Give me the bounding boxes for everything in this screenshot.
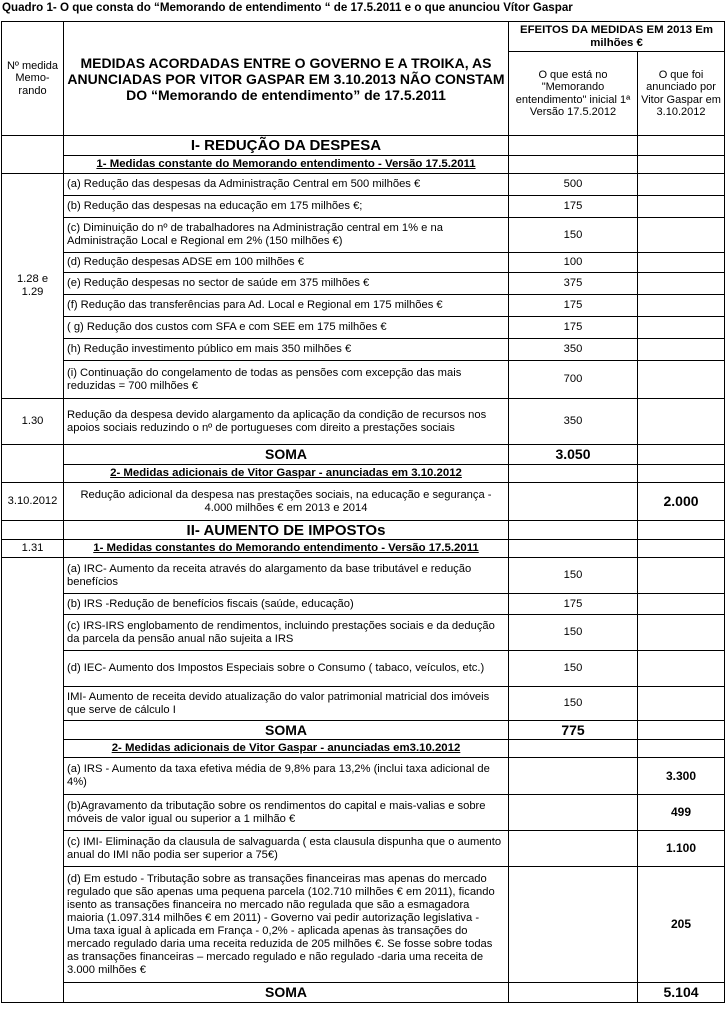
blank-cell (2, 615, 64, 651)
measure-text: (d) Em estudo - Tributação sobre as transações financeiras mas apenas do mercado regulado que são apenas uma pequena parcela (102.710 milhões € em 2011), ficando isento as transações financeira no mercado não regulada que são a esmagadora maioria (1.097.314 milhões € em 2011) - Governo vai pedir autorização legislativa - Uma taxa igual à aplicada em França - 0,2% - aplicada apenas às transações do mercado regulado daria uma receita reduzida de 205 milhões €. Se fosse sobre todas as transações financeiras – mercado regulado e não regulado -daria uma receita de 3.000 milhões € (64, 867, 509, 983)
blank-cell (2, 445, 64, 465)
memorando-value (509, 758, 638, 795)
gaspar-value (638, 361, 725, 399)
section-title-impostos: II- AUMENTO DE IMPOSTOs (64, 521, 509, 540)
blank-cell (638, 465, 725, 483)
blank-cell (2, 983, 64, 1003)
memorando-value (509, 795, 638, 831)
blank-cell (509, 983, 638, 1003)
blank-cell (638, 445, 725, 465)
memorando-value: 150 (509, 687, 638, 721)
memorando-value: 150 (509, 615, 638, 651)
blank-cell (2, 521, 64, 540)
blank-cell (509, 136, 638, 156)
memorando-value: 500 (509, 174, 638, 196)
memorando-value: 100 (509, 253, 638, 273)
gaspar-value (638, 339, 725, 361)
section-title-despesa: I- REDUÇÃO DA DESPESA (64, 136, 509, 156)
measure-text: (b) Redução das despesas na educação em 175 milhões €; (64, 196, 509, 218)
soma-label: SOMA (64, 445, 509, 465)
blank-cell (638, 540, 725, 558)
blank-cell (2, 831, 64, 867)
gaspar-value (638, 196, 725, 218)
gaspar-value (638, 273, 725, 295)
measure-text: (b)Agravamento da tributação sobre os rendimentos do capital e mais-valias e sobre móveis de valor igual ou superior a 1 milhão € (64, 795, 509, 831)
blank-cell (2, 758, 64, 795)
gaspar-value (638, 317, 725, 339)
gaspar-value: 1.100 (638, 831, 725, 867)
memorando-value: 375 (509, 273, 638, 295)
header-col-gaspar: O que foi anunciado por Vitor Gaspar em 3.10.2012 (638, 52, 725, 136)
measure-text: (a) IRC- Aumento da receita através do alargamento da base tributável e redução benefícios (64, 558, 509, 594)
gaspar-value (638, 174, 725, 196)
blank-cell (2, 651, 64, 687)
gaspar-value (638, 218, 725, 253)
gaspar-value (638, 295, 725, 317)
subsection-memorando: 1- Medidas constante do Memorando entendimento - Versão 17.5.2011 (64, 156, 509, 174)
measure-text: (c) IRS-IRS englobamento de rendimentos, incluindo prestações sociais e da dedução da parcela da pensão anual não sujeita a IRS (64, 615, 509, 651)
blank-cell (638, 156, 725, 174)
memorando-value: 700 (509, 361, 638, 399)
gaspar-value (638, 399, 725, 445)
page-title: Quadro 1- O que consta do “Memorando de entendimento “ de 17.5.2011 e o que anunciou Vítor Gaspar (2, 1, 573, 14)
blank-cell (509, 740, 638, 758)
gaspar-value (638, 615, 725, 651)
measure-text: (f) Redução das transferências para Ad. Local e Regional em 175 milhões € (64, 295, 509, 317)
gaspar-value (638, 687, 725, 721)
memorando-value: 175 (509, 295, 638, 317)
measure-text: (c) Diminuição do nº de trabalhadores na Administração central em 1% e na Administração Local e Regional em 2% (150 milhões €) (64, 218, 509, 253)
measures-table (1, 21, 725, 1003)
medida-number: 3.10.2012 (2, 483, 64, 521)
blank-cell (2, 795, 64, 831)
soma-label: SOMA (64, 721, 509, 740)
subsection-memorando: 1- Medidas constantes do Memorando entendimento - Versão 17.5.2011 (64, 540, 509, 558)
soma-value: 775 (509, 721, 638, 740)
header-medidas: MEDIDAS ACORDADAS ENTRE O GOVERNO E A TROIKA, AS ANUNCIADAS POR VITOR GASPAR EM 3.10.2013 NÃO CONSTAM DO “Memorando de entendimento” de 17.5.2011 (64, 22, 509, 136)
memorando-value: 150 (509, 558, 638, 594)
blank-cell (2, 867, 64, 983)
measure-text: Redução da despesa devido alargamento da aplicação da condição de recursos nos apoios sociais reduzindo o nº de portugueses com direito a prestações sociais (64, 399, 509, 445)
memorando-value: 350 (509, 339, 638, 361)
memorando-value: 175 (509, 317, 638, 339)
soma-value: 5.104 (638, 983, 725, 1003)
blank-cell (2, 558, 64, 594)
measure-text: (i) Continuação do congelamento de todas as pensões com excepção das mais reduzidas = 700 milhões € (64, 361, 509, 399)
memorando-value: 150 (509, 651, 638, 687)
subsection-gaspar: 2- Medidas adicionais de Vitor Gaspar - anunciadas em3.10.2012 (64, 740, 509, 758)
measure-text: ( g) Redução dos custos com SFA e com SEE em 175 milhões € (64, 317, 509, 339)
blank-cell (2, 136, 64, 156)
memorando-value: 175 (509, 196, 638, 218)
measure-text: (d) IEC- Aumento dos Impostos Especiais sobre o Consumo ( tabaco, veículos, etc.) (64, 651, 509, 687)
memorando-value: 175 (509, 594, 638, 615)
measure-text: (a) IRS - Aumento da taxa efetiva média de 9,8% para 13,2% (inclui taxa adicional de 4%) (64, 758, 509, 795)
soma-value: 3.050 (509, 445, 638, 465)
memorando-value: 350 (509, 399, 638, 445)
medida-number: 1.28 e 1.29 (2, 174, 64, 399)
gaspar-value (638, 594, 725, 615)
blank-cell (2, 740, 64, 758)
blank-cell (638, 521, 725, 540)
memorando-value (509, 831, 638, 867)
blank-cell (509, 156, 638, 174)
memorando-value (509, 867, 638, 983)
medida-number: 1.30 (2, 399, 64, 445)
gaspar-value (638, 651, 725, 687)
blank-cell (2, 156, 64, 174)
gaspar-value: 499 (638, 795, 725, 831)
measure-text: (c) IMI- Eliminação da clausula de salvaguarda ( esta clausula dispunha que o aumento anual do IMI não podia ser superior a 75€) (64, 831, 509, 867)
measure-text: IMI- Aumento de receita devido atualização do valor patrimonial matricial dos imóveis que serve de cálculo I (64, 687, 509, 721)
blank-cell (2, 465, 64, 483)
measure-text: (b) IRS -Redução de benefícios fiscais (saúde, educação) (64, 594, 509, 615)
blank-cell (2, 721, 64, 740)
measure-text: (d) Redução despesas ADSE em 100 milhões € (64, 253, 509, 273)
medida-number: 1.31 (2, 540, 64, 558)
soma-label: SOMA (64, 983, 509, 1003)
gaspar-value: 205 (638, 867, 725, 983)
subsection-gaspar: 2- Medidas adicionais de Vitor Gaspar - anunciadas em 3.10.2012 (64, 465, 509, 483)
header-col-memorando: O que está no "Memorando entendimento" inicial 1ª Versão 17.5.2012 (509, 52, 638, 136)
measure-text: (a) Redução das despesas da Administração Central em 500 milhões € (64, 174, 509, 196)
blank-cell (2, 687, 64, 721)
blank-cell (509, 465, 638, 483)
blank-cell (509, 540, 638, 558)
gaspar-value (638, 558, 725, 594)
blank-cell (509, 521, 638, 540)
measure-text: (h) Redução investimento público em mais 350 milhões € (64, 339, 509, 361)
gaspar-value: 2.000 (638, 483, 725, 521)
memorando-value: 150 (509, 218, 638, 253)
header-efeitos: EFEITOS DA MEDIDAS EM 2013 Em milhões € (509, 22, 725, 52)
gaspar-value: 3.300 (638, 758, 725, 795)
memorando-value (509, 483, 638, 521)
header-num-medida: Nº medida Memo- rando (2, 22, 64, 136)
gaspar-value (638, 253, 725, 273)
measure-text: (e) Redução despesas no sector de saúde em 375 milhões € (64, 273, 509, 295)
blank-cell (638, 740, 725, 758)
blank-cell (638, 721, 725, 740)
blank-cell (2, 594, 64, 615)
blank-cell (638, 136, 725, 156)
measure-text: Redução adicional da despesa nas prestações sociais, na educação e segurança - 4.000 milhões € em 2013 e 2014 (64, 483, 509, 521)
